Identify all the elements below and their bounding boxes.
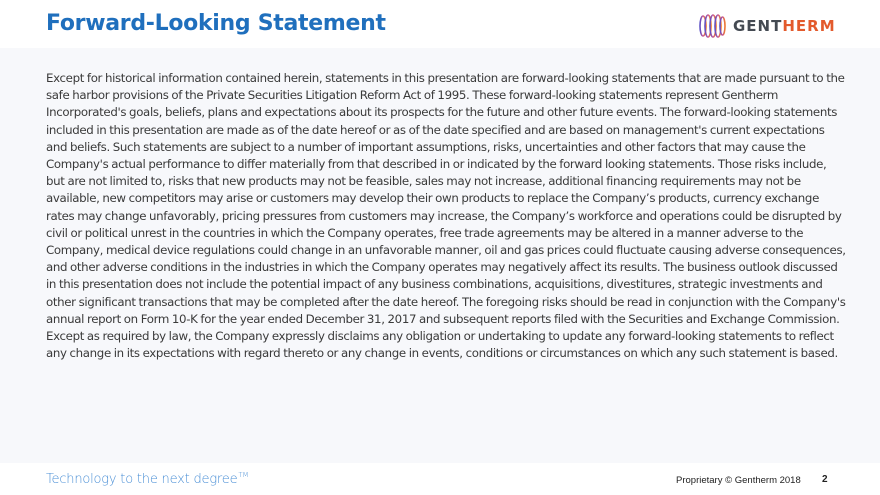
tagline-text: Technology to the next degree xyxy=(46,472,238,487)
trademark-mark: TM xyxy=(238,471,249,479)
forward-looking-statement-text: Except for historical information contained herein, statements in this presentation are forward-looking statements that are made pursuant to the safe harbor provisions of the Private Securities Litigation Reform Act of 1995. These forward-looking statements represent Gentherm Incorporated's goals, beliefs, plans and expectations about its prospects for the future and other future events. The forward-looking statements included in this presentation are made as of the date hereof or as of the date specified and are based on management's current expectations and beliefs. Such statements are subject to a number of important assumptions, risks, uncertainties and other factors that may cause the Company's actual performance to differ materially from that described in or indicated by the forward looking statements. Those risks include, but are not limited to, risks that new products may not be feasible, sales may not increase, additional financing requirements may not be available, new competitors may arise or customers may develop their own products to replace the Company’s products, currency exchange rates may change unfavorably, pricing pressures from customers may increase, the Company’s workforce and operations could be disrupted by civil or political unrest in the countries in which the Company operates, free trade agreements may be altered in a manner adverse to the Company, medical device regulations could change in an unfavorable manner, oil and gas prices could fluctuate causing adverse consequences, and other adverse conditions in the industries in which the Company operates may negatively affect its results. The business outlook discussed in this presentation does not include the potential impact of any business combinations, acquisitions, divestitures, strategic investments and other significant transactions that may be completed after the date hereof. The foregoing risks should be read in conjunction with the Company's annual report on Form 10-K for the year ended December 31, 2017 and subsequent reports filed with the Securities and Exchange Commission. Except as required by law, the Company expressly disclaims any obligation or undertaking to update any forward-looking statements to reflect any change in its expectations with regard thereto or any change in events, conditions or circumstances on which any such statement is based. xyxy=(46,71,846,361)
gentherm-logo xyxy=(697,14,836,38)
footer-tagline xyxy=(46,471,248,487)
logo-text-main: GENT xyxy=(733,17,783,35)
proprietary-notice: Proprietary © Gentherm 2018 xyxy=(676,475,801,486)
slide-content xyxy=(0,48,880,463)
gentherm-logo-icon xyxy=(697,14,727,38)
slide-header xyxy=(0,0,880,48)
slide-title: Forward-Looking Statement xyxy=(46,11,386,36)
gentherm-logo-wordmark xyxy=(733,17,836,35)
logo-text-accent: HERM xyxy=(782,17,836,35)
page-number: 2 xyxy=(822,474,828,485)
slide-footer xyxy=(0,463,880,495)
